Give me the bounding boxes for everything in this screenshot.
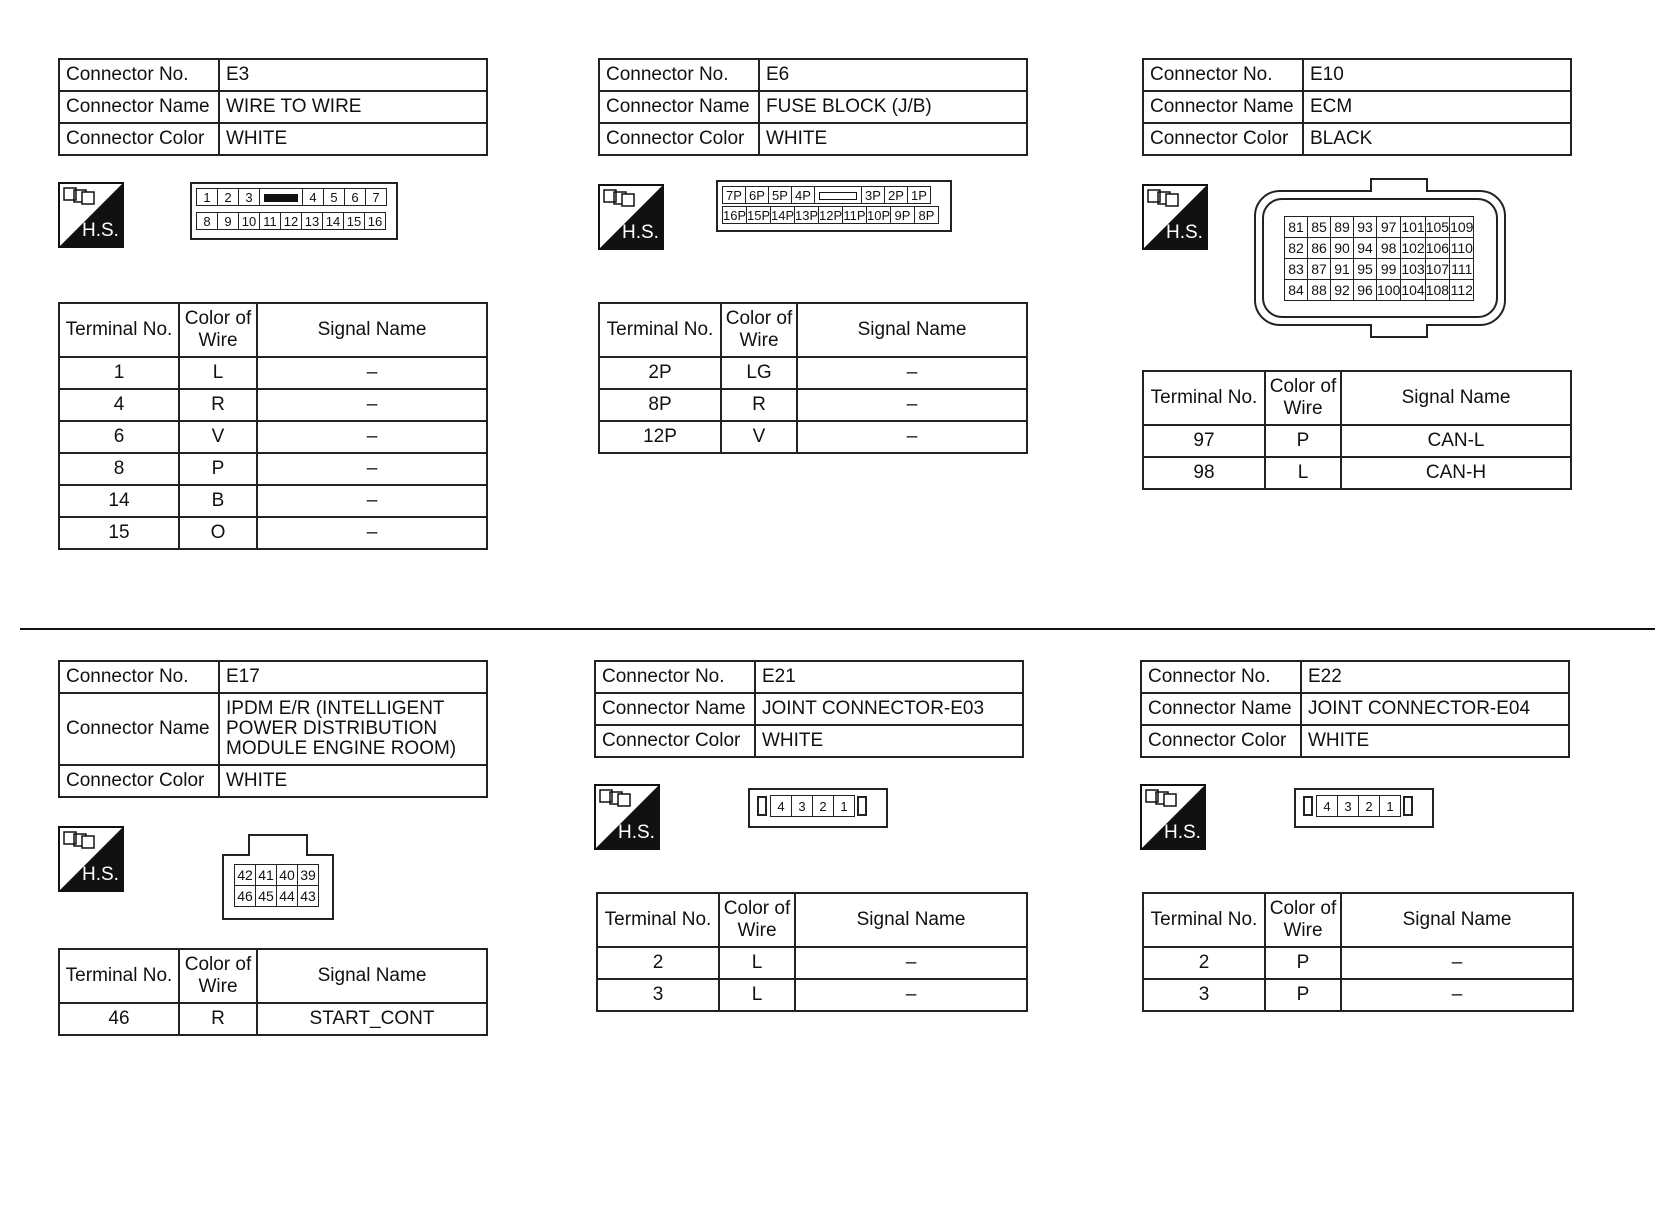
pin: 2 <box>217 188 239 206</box>
label-connector-name: Connector Name <box>599 91 759 123</box>
signal-name-cell: CAN-L <box>1341 425 1571 457</box>
connector-color-value: WHITE <box>219 123 487 155</box>
header-color-of-wire: Color of Wire <box>719 893 795 947</box>
pin-row <box>1285 259 1474 280</box>
connector-panel-e21 <box>594 660 1024 758</box>
header-terminal-no: Terminal No. <box>1143 371 1265 425</box>
pin: 3P <box>861 186 885 204</box>
pin-grid <box>1284 216 1474 301</box>
signal-name-cell: START_CONT <box>257 1003 487 1035</box>
pin <box>259 188 303 206</box>
pin: 98 <box>1377 238 1401 259</box>
pin: 96 <box>1354 280 1377 301</box>
pin: 6P <box>745 186 769 204</box>
label-connector-no: Connector No. <box>59 661 219 693</box>
header-signal-name: Signal Name <box>1341 893 1573 947</box>
pin: 42 <box>235 865 256 886</box>
connector-no-value: E3 <box>219 59 487 91</box>
wire-color-cell: L <box>719 979 795 1011</box>
header-color-of-wire: Color of Wire <box>179 303 257 357</box>
pin: 83 <box>1285 259 1308 280</box>
signal-name-cell: – <box>795 947 1027 979</box>
terminal-no-cell: 3 <box>1143 979 1265 1011</box>
pin: 16 <box>364 212 386 230</box>
label-connector-name: Connector Name <box>59 693 219 765</box>
connector-no-value: E21 <box>755 661 1023 693</box>
header-color-of-wire: Color of Wire <box>1265 371 1341 425</box>
header-signal-name: Signal Name <box>795 893 1027 947</box>
wire-color-cell: V <box>721 421 797 453</box>
table-row <box>59 517 487 549</box>
connector-panel-e17 <box>58 660 488 798</box>
pin: 108 <box>1425 280 1449 301</box>
terminal-no-cell: 4 <box>59 389 179 421</box>
harness-side-icon <box>1142 184 1208 250</box>
connector-color-value: WHITE <box>219 765 487 797</box>
hs-label: H.S. <box>1164 822 1201 843</box>
hs-label: H.S. <box>622 222 659 243</box>
signal-name-cell: – <box>257 485 487 517</box>
label-connector-color: Connector Color <box>1143 123 1303 155</box>
table-row <box>59 1003 487 1035</box>
hs-label: H.S. <box>82 864 119 885</box>
pin <box>814 186 862 204</box>
pin: 100 <box>1377 280 1401 301</box>
pin: 97 <box>1377 217 1401 238</box>
connector-face-e10 <box>1254 190 1506 326</box>
signal-name-cell: – <box>257 389 487 421</box>
label-connector-name: Connector Name <box>1143 91 1303 123</box>
connector-no-value: E17 <box>219 661 487 693</box>
pin: 12P <box>819 208 843 223</box>
connector-color-value: BLACK <box>1303 123 1571 155</box>
connector-no-value: E10 <box>1303 59 1571 91</box>
pin: 90 <box>1331 238 1354 259</box>
terminal-table-e21 <box>596 892 1028 1012</box>
connector-latch <box>1370 324 1428 338</box>
pin: 2 <box>812 795 834 817</box>
harness-side-icon <box>598 184 664 250</box>
harness-side-icon <box>594 784 660 850</box>
pin: 10 <box>238 212 260 230</box>
table-row <box>599 389 1027 421</box>
table-row <box>1143 947 1573 979</box>
pin: 13P <box>795 208 819 223</box>
pin: 1 <box>1379 795 1401 817</box>
connector-no-value: E6 <box>759 59 1027 91</box>
pin: 111 <box>1450 259 1474 280</box>
label-connector-name: Connector Name <box>59 91 219 123</box>
connector-latch <box>248 834 308 856</box>
pin: 112 <box>1450 280 1474 301</box>
connector-color-value: WHITE <box>759 123 1027 155</box>
pin-row-bottom <box>722 206 938 224</box>
signal-name-cell: – <box>257 453 487 485</box>
pin: 40 <box>277 865 298 886</box>
terminal-no-cell: 12P <box>599 421 721 453</box>
terminal-no-cell: 15 <box>59 517 179 549</box>
wire-color-cell: LG <box>721 357 797 389</box>
table-row <box>1143 425 1571 457</box>
pin: 15P <box>747 208 771 223</box>
pin: 3 <box>791 795 813 817</box>
pin-row <box>1285 280 1474 301</box>
signal-name-cell: CAN-H <box>1341 457 1571 489</box>
connector-name-value: JOINT CONNECTOR-E04 <box>1301 693 1569 725</box>
pin: 11 <box>259 212 281 230</box>
terminal-no-cell: 1 <box>59 357 179 389</box>
pin: 8 <box>196 212 218 230</box>
pin: 46 <box>235 886 256 907</box>
terminal-no-cell: 14 <box>59 485 179 517</box>
wire-color-cell: P <box>1265 947 1341 979</box>
table-row <box>1143 457 1571 489</box>
pin: 95 <box>1354 259 1377 280</box>
label-connector-color: Connector Color <box>599 123 759 155</box>
pin: 1 <box>196 188 218 206</box>
connector-name-value: JOINT CONNECTOR-E03 <box>755 693 1023 725</box>
connector-color-value: WHITE <box>1301 725 1569 757</box>
pin-row <box>1285 217 1474 238</box>
connector-info-table <box>1140 660 1570 758</box>
signal-name-cell: – <box>797 389 1027 421</box>
connector-face-e22 <box>1294 788 1434 828</box>
terminal-no-cell: 3 <box>597 979 719 1011</box>
label-connector-no: Connector No. <box>1143 59 1303 91</box>
pin: 82 <box>1285 238 1308 259</box>
label-connector-no: Connector No. <box>59 59 219 91</box>
pin-row <box>235 865 319 886</box>
signal-name-cell: – <box>797 357 1027 389</box>
pin: 16P <box>723 208 747 223</box>
table-row <box>597 947 1027 979</box>
connector-panel-e10 <box>1142 58 1572 156</box>
connector-info-table <box>594 660 1024 758</box>
pin: 110 <box>1450 238 1474 259</box>
pin: 39 <box>298 865 319 886</box>
connector-face-e21 <box>748 788 888 828</box>
header-terminal-no: Terminal No. <box>59 303 179 357</box>
pin: 43 <box>298 886 319 907</box>
terminal-no-cell: 46 <box>59 1003 179 1035</box>
pin-row-bottom <box>196 212 385 230</box>
terminal-no-cell: 98 <box>1143 457 1265 489</box>
pin: 81 <box>1285 217 1308 238</box>
signal-name-cell: – <box>257 517 487 549</box>
pin: 99 <box>1377 259 1401 280</box>
pin-row <box>1285 238 1474 259</box>
connector-color-value: WHITE <box>755 725 1023 757</box>
label-connector-no: Connector No. <box>595 661 755 693</box>
pin: 94 <box>1354 238 1377 259</box>
signal-name-cell: – <box>257 421 487 453</box>
terminal-no-cell: 8 <box>59 453 179 485</box>
header-signal-name: Signal Name <box>1341 371 1571 425</box>
pin: 4 <box>1316 795 1338 817</box>
pin: 1P <box>907 186 931 204</box>
header-signal-name: Signal Name <box>257 949 487 1003</box>
pin: 3 <box>238 188 260 206</box>
pin: 5 <box>323 188 345 206</box>
terminal-no-cell: 2 <box>597 947 719 979</box>
pin: 4 <box>770 795 792 817</box>
connector-panel-e22 <box>1140 660 1570 758</box>
connector-no-value: E22 <box>1301 661 1569 693</box>
label-connector-color: Connector Color <box>59 123 219 155</box>
harness-side-icon <box>58 182 124 248</box>
pin: 87 <box>1308 259 1331 280</box>
connector-name-value: IPDM E/R (INTELLIGENT POWER DISTRIBUTION MODULE ENGINE ROOM) <box>219 693 487 765</box>
pin: 101 <box>1401 217 1425 238</box>
wire-color-cell: L <box>719 947 795 979</box>
pin: 41 <box>256 865 277 886</box>
terminal-table-e10 <box>1142 370 1572 490</box>
pin: 3 <box>1337 795 1359 817</box>
connector-face-e6 <box>716 180 952 232</box>
pin: 9P <box>890 206 915 224</box>
wire-color-cell: L <box>1265 457 1341 489</box>
pin: 91 <box>1331 259 1354 280</box>
terminal-table-e17 <box>58 948 488 1036</box>
wire-color-cell: B <box>179 485 257 517</box>
pin: 109 <box>1450 217 1474 238</box>
pin: 84 <box>1285 280 1308 301</box>
pin: 2P <box>884 186 908 204</box>
terminal-no-cell: 8P <box>599 389 721 421</box>
connector-info-table <box>58 660 488 798</box>
table-row <box>599 421 1027 453</box>
table-row <box>59 357 487 389</box>
table-row <box>597 979 1027 1011</box>
hs-label: H.S. <box>1166 222 1203 243</box>
pin: 2 <box>1358 795 1380 817</box>
connector-panel-e6 <box>598 58 1028 156</box>
pin: 44 <box>277 886 298 907</box>
pin: 85 <box>1308 217 1331 238</box>
pin: 92 <box>1331 280 1354 301</box>
header-terminal-no: Terminal No. <box>1143 893 1265 947</box>
pin: 9 <box>217 212 239 230</box>
header-color-of-wire: Color of Wire <box>1265 893 1341 947</box>
pin: 45 <box>256 886 277 907</box>
table-row <box>1143 979 1573 1011</box>
wire-color-cell: R <box>179 389 257 421</box>
connector-name-value: ECM <box>1303 91 1571 123</box>
pin: 14 <box>322 212 344 230</box>
header-terminal-no: Terminal No. <box>597 893 719 947</box>
pin-row-top <box>722 186 930 204</box>
pin: 8P <box>914 206 939 224</box>
connector-face-e3 <box>190 182 398 240</box>
pin-row <box>235 886 319 907</box>
harness-side-icon <box>1140 784 1206 850</box>
connector-info-table <box>598 58 1028 156</box>
pin: 93 <box>1354 217 1377 238</box>
pin: 89 <box>1331 217 1354 238</box>
pin: 106 <box>1425 238 1449 259</box>
header-color-of-wire: Color of Wire <box>721 303 797 357</box>
connector-latch <box>1370 178 1428 192</box>
label-connector-color: Connector Color <box>595 725 755 757</box>
wire-color-cell: V <box>179 421 257 453</box>
wire-color-cell: P <box>1265 979 1341 1011</box>
pin: 4P <box>791 186 815 204</box>
table-row <box>59 421 487 453</box>
label-connector-name: Connector Name <box>1141 693 1301 725</box>
pin: 103 <box>1401 259 1425 280</box>
end-slot <box>1303 796 1313 816</box>
pin: 104 <box>1401 280 1425 301</box>
pin: 5P <box>768 186 792 204</box>
signal-name-cell: – <box>797 421 1027 453</box>
connector-info-table <box>1142 58 1572 156</box>
pin: 13 <box>301 212 323 230</box>
wire-color-cell: L <box>179 357 257 389</box>
pin: 7 <box>365 188 387 206</box>
pin: 11P <box>843 208 866 223</box>
pin: 102 <box>1401 238 1425 259</box>
pin: 7P <box>722 186 746 204</box>
pin: 10P <box>867 208 891 223</box>
connector-face-e17 <box>222 854 334 920</box>
pin: 1 <box>833 795 855 817</box>
connector-name-value: FUSE BLOCK (J/B) <box>759 91 1027 123</box>
header-signal-name: Signal Name <box>257 303 487 357</box>
wire-color-cell: P <box>179 453 257 485</box>
header-terminal-no: Terminal No. <box>599 303 721 357</box>
pin: 12 <box>280 212 302 230</box>
wire-color-cell: P <box>1265 425 1341 457</box>
header-signal-name: Signal Name <box>797 303 1027 357</box>
end-slot <box>857 796 867 816</box>
end-slot <box>757 796 767 816</box>
hs-label: H.S. <box>618 822 655 843</box>
pin-row <box>754 795 870 817</box>
table-row <box>59 389 487 421</box>
signal-name-cell: – <box>1341 979 1573 1011</box>
pin-grid <box>234 864 319 907</box>
table-row <box>59 485 487 517</box>
terminal-no-cell: 2 <box>1143 947 1265 979</box>
end-slot <box>1403 796 1413 816</box>
connector-name-value: WIRE TO WIRE <box>219 91 487 123</box>
pin-row <box>1300 795 1416 817</box>
pin: 14P <box>771 208 795 223</box>
terminal-no-cell: 97 <box>1143 425 1265 457</box>
signal-name-cell: – <box>795 979 1027 1011</box>
pin: 4 <box>302 188 324 206</box>
pin: 6 <box>344 188 366 206</box>
pin: 105 <box>1425 217 1449 238</box>
keyway-bar <box>264 194 298 202</box>
signal-name-cell: – <box>1341 947 1573 979</box>
label-connector-color: Connector Color <box>1141 725 1301 757</box>
pin: 15 <box>343 212 365 230</box>
section-divider <box>20 628 1655 630</box>
header-color-of-wire: Color of Wire <box>179 949 257 1003</box>
pin-row-top <box>196 188 386 206</box>
pin: 88 <box>1308 280 1331 301</box>
table-row <box>59 453 487 485</box>
wire-color-cell: R <box>179 1003 257 1035</box>
connector-panel-e3 <box>58 58 488 156</box>
harness-side-icon <box>58 826 124 892</box>
pin: 107 <box>1425 259 1449 280</box>
pin: 86 <box>1308 238 1331 259</box>
terminal-table-e6 <box>598 302 1028 454</box>
terminal-no-cell: 6 <box>59 421 179 453</box>
hs-label: H.S. <box>82 220 119 241</box>
header-terminal-no: Terminal No. <box>59 949 179 1003</box>
wire-color-cell: O <box>179 517 257 549</box>
label-connector-name: Connector Name <box>595 693 755 725</box>
label-connector-color: Connector Color <box>59 765 219 797</box>
terminal-table-e3 <box>58 302 488 550</box>
terminal-no-cell: 2P <box>599 357 721 389</box>
label-connector-no: Connector No. <box>599 59 759 91</box>
wire-color-cell: R <box>721 389 797 421</box>
connector-info-table <box>58 58 488 156</box>
label-connector-no: Connector No. <box>1141 661 1301 693</box>
table-row <box>599 357 1027 389</box>
terminal-table-e22 <box>1142 892 1574 1012</box>
keyway-bar <box>819 192 857 200</box>
signal-name-cell: – <box>257 357 487 389</box>
